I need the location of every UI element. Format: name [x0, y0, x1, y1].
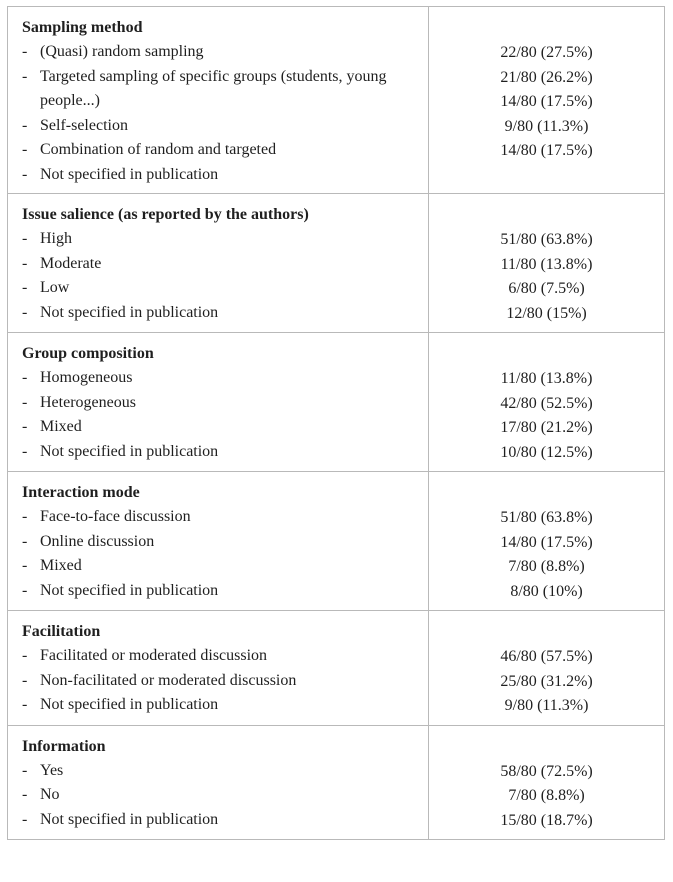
item-label: Homogeneous — [40, 369, 133, 386]
section-row — [8, 333, 665, 472]
value-content — [429, 194, 664, 332]
bullet-dash: - — [22, 303, 28, 321]
list-item — [22, 415, 422, 440]
bullet-dash: - — [22, 581, 28, 599]
item-value: 11/80 (13.8%) — [500, 370, 593, 387]
item-value: 11/80 (13.8%) — [500, 255, 593, 273]
list-item — [22, 301, 422, 326]
item-label: Mixed — [40, 418, 82, 435]
section-title: Group composition — [22, 345, 154, 362]
item-value: 51/80 (63.8%) — [500, 509, 593, 526]
item-label: High — [40, 230, 72, 247]
item-value: 58/80 (72.5%) — [500, 762, 593, 780]
item-label: Yes — [40, 761, 64, 779]
table-body — [8, 7, 665, 840]
category-content — [8, 194, 428, 331]
value-cell — [429, 194, 665, 333]
list-item — [22, 554, 422, 579]
list-item — [22, 669, 422, 694]
value-cell — [429, 725, 665, 840]
bullet-dash: - — [22, 508, 28, 525]
value-content — [429, 726, 664, 840]
section-title: Interaction mode — [22, 484, 140, 501]
value-cell — [429, 7, 665, 194]
item-label: Not specified in publication — [40, 581, 219, 599]
value-cell — [429, 333, 665, 472]
item-value: 15/80 (18.7%) — [500, 811, 593, 829]
value-content — [429, 7, 664, 170]
item-value: 21/80 (26.2%) — [500, 68, 593, 86]
item-value: 10/80 (12.5%) — [500, 443, 593, 461]
section-title: Information — [22, 737, 106, 755]
list-item — [22, 252, 422, 277]
item-value: 7/80 (8.8%) — [508, 787, 585, 804]
item-value: 22/80 (27.5%) — [500, 44, 593, 61]
bullet-dash: - — [22, 442, 28, 460]
category-cell — [8, 333, 429, 472]
bullet-dash: - — [22, 671, 28, 689]
list-item — [22, 808, 422, 833]
list-item — [22, 644, 422, 669]
list-item — [22, 65, 422, 114]
item-value: 42/80 (52.5%) — [500, 394, 593, 412]
bullet-dash: - — [22, 141, 28, 158]
bullet-dash: - — [22, 696, 28, 713]
bullet-dash: - — [22, 116, 28, 134]
section-title: Issue salience (as reported by the authors) — [22, 206, 309, 223]
value-cell — [429, 472, 665, 611]
item-label: Not specified in publication — [40, 165, 219, 183]
item-value: 17/80 (21.2%) — [500, 419, 593, 436]
list-item — [22, 759, 422, 784]
category-content — [8, 472, 428, 609]
item-label: No — [40, 786, 60, 803]
section-title: Sampling method — [22, 19, 143, 36]
item-label: Low — [40, 279, 70, 296]
bullet-dash: - — [22, 418, 28, 435]
category-cell — [8, 7, 429, 194]
item-value: 9/80 (11.3%) — [504, 697, 589, 714]
bullet-dash: - — [22, 165, 28, 183]
bullet-dash: - — [22, 393, 28, 411]
bullet-dash: - — [22, 67, 28, 85]
bullet-dash: - — [22, 43, 28, 60]
list-item — [22, 505, 422, 530]
item-label: Not specified in publication — [40, 303, 219, 321]
list-item — [22, 579, 422, 604]
item-value: 9/80 (11.3%) — [504, 117, 589, 135]
section-row — [8, 194, 665, 333]
item-value: 7/80 (8.8%) — [508, 558, 585, 575]
item-label: Face-to-face discussion — [40, 508, 191, 525]
bullet-dash: - — [22, 230, 28, 247]
list-item — [22, 530, 422, 555]
list-item — [22, 440, 422, 465]
value-cell — [429, 611, 665, 726]
value-content — [429, 333, 664, 471]
category-cell — [8, 472, 429, 611]
category-cell — [8, 611, 429, 726]
item-value: 14/80 (17.5%) — [500, 93, 593, 110]
bullet-dash: - — [22, 647, 28, 664]
item-label: Targeted sampling of specific groups (students, young people...) — [40, 67, 387, 109]
item-label: Not specified in publication — [40, 696, 219, 713]
category-content — [8, 333, 428, 470]
item-label: Facilitated or moderated discussion — [40, 647, 268, 664]
item-label: Not specified in publication — [40, 442, 219, 460]
section-row — [8, 611, 665, 726]
list-item — [22, 693, 422, 718]
list-item — [22, 227, 422, 252]
list-item — [22, 163, 422, 188]
list-item — [22, 114, 422, 139]
item-label: Moderate — [40, 254, 102, 272]
category-cell — [8, 725, 429, 840]
item-value: 8/80 (10%) — [510, 582, 583, 600]
item-value: 6/80 (7.5%) — [508, 280, 585, 297]
item-label: Self-selection — [40, 116, 128, 134]
list-item — [22, 366, 422, 391]
bullet-dash: - — [22, 810, 28, 828]
bullet-dash: - — [22, 557, 28, 574]
value-content — [429, 611, 664, 725]
bullet-dash: - — [22, 786, 28, 803]
list-item — [22, 40, 422, 65]
section-row — [8, 472, 665, 611]
item-value: 12/80 (15%) — [506, 304, 587, 322]
item-label: Non-facilitated or moderated discussion — [40, 671, 297, 689]
section-row — [8, 7, 665, 194]
item-label: Heterogeneous — [40, 393, 136, 411]
item-value: 51/80 (63.8%) — [500, 231, 593, 248]
item-value: 25/80 (31.2%) — [500, 672, 593, 690]
item-label: Online discussion — [40, 532, 155, 550]
item-value: 46/80 (57.5%) — [500, 648, 593, 665]
item-label: Combination of random and targeted — [40, 141, 277, 158]
characteristics-table — [7, 6, 665, 840]
bullet-dash: - — [22, 279, 28, 296]
bullet-dash: - — [22, 532, 28, 550]
category-content — [8, 611, 428, 724]
item-value: 14/80 (17.5%) — [500, 142, 593, 159]
bullet-dash: - — [22, 369, 28, 386]
item-label: Mixed — [40, 557, 82, 574]
value-content — [429, 472, 664, 610]
item-label: Not specified in publication — [40, 810, 219, 828]
bullet-dash: - — [22, 254, 28, 272]
category-content — [8, 726, 428, 839]
bullet-dash: - — [22, 761, 28, 779]
list-item — [22, 276, 422, 301]
item-label: (Quasi) random sampling — [40, 43, 204, 60]
item-value: 14/80 (17.5%) — [500, 533, 593, 551]
list-item — [22, 783, 422, 808]
list-item — [22, 391, 422, 416]
list-item — [22, 138, 422, 163]
section-title: Facilitation — [22, 623, 101, 640]
category-content — [8, 7, 428, 193]
category-cell — [8, 194, 429, 333]
section-row — [8, 725, 665, 840]
